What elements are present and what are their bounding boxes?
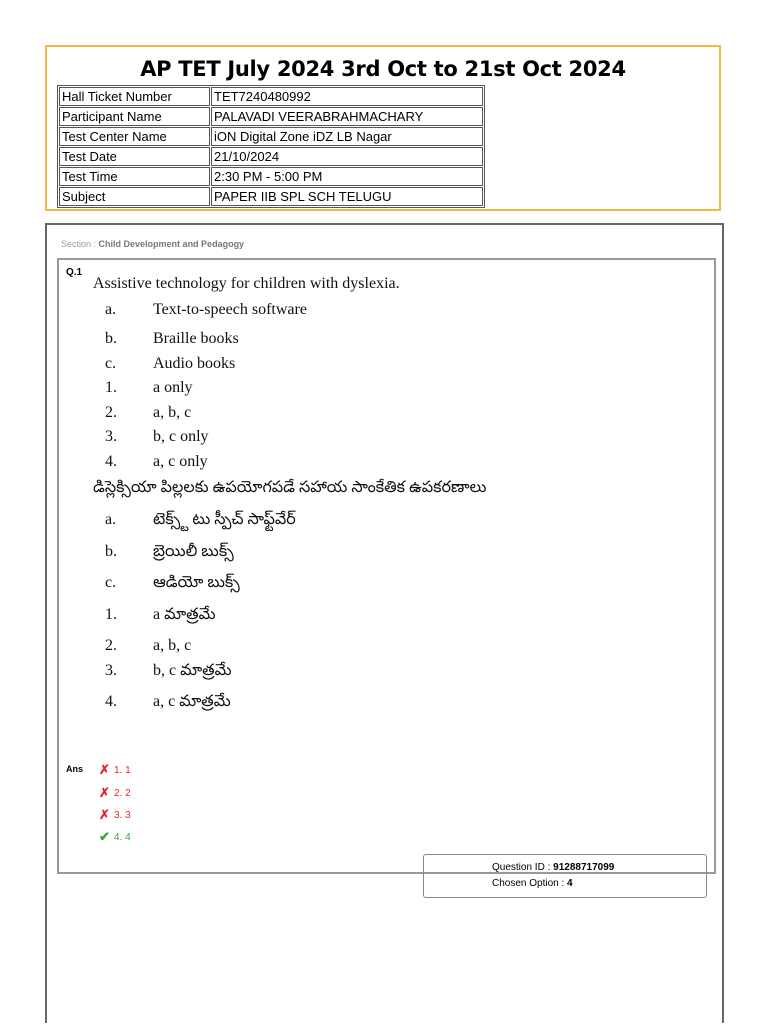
table-row — [59, 107, 483, 126]
item-key: 1. — [105, 379, 117, 396]
item-key: 4. — [105, 693, 117, 710]
answer-option — [99, 807, 131, 823]
info-label: Test Date — [59, 147, 210, 166]
question-meta-box — [423, 854, 707, 898]
item-key: c. — [105, 574, 117, 591]
list-item — [105, 301, 307, 319]
answer-option — [99, 785, 131, 801]
question-id-label: Question ID : — [492, 862, 551, 873]
question-id-line — [492, 862, 614, 873]
list-item — [105, 661, 232, 683]
item-text: a, c only — [153, 453, 208, 470]
answer-option-text: 2. 2 — [114, 788, 131, 799]
info-label: Subject — [59, 187, 210, 206]
chosen-option-label: Chosen Option : — [492, 878, 565, 889]
chosen-option-line — [492, 878, 573, 889]
list-item — [105, 692, 231, 714]
exam-title: AP TET July 2024 3rd Oct to 21st Oct 2024 — [140, 57, 626, 81]
item-key: 3. — [105, 662, 117, 679]
item-text: Audio books — [153, 355, 236, 372]
question-id-value: 91288717099 — [553, 862, 615, 873]
question-text-english: Assistive technology for children with dyslexia. — [93, 275, 400, 292]
cross-icon: ✗ — [99, 807, 110, 822]
item-key: b. — [105, 330, 117, 347]
item-text: a, b, c — [153, 404, 192, 421]
list-item — [105, 605, 216, 627]
list-item — [105, 573, 240, 595]
item-key: 3. — [105, 428, 117, 445]
list-item — [105, 404, 191, 422]
question-box — [57, 258, 716, 889]
item-key: 1. — [105, 606, 117, 623]
info-label: Participant Name — [59, 107, 210, 126]
item-text: Text-to-speech software — [153, 301, 307, 318]
item-text: ఆడియో బుక్స్ — [153, 574, 240, 591]
item-text: b, c only — [153, 428, 209, 445]
list-item — [105, 510, 296, 532]
info-value: PAPER IIB SPL SCH TELUGU — [211, 187, 483, 206]
info-value: PALAVADI VEERABRAHMACHARY — [211, 107, 483, 126]
item-text: b, c మాత్రమే — [153, 662, 232, 679]
answer-option-text: 1. 1 — [114, 765, 131, 776]
item-key: 4. — [105, 453, 117, 470]
chosen-option-value: 4 — [567, 878, 573, 889]
list-item — [105, 355, 235, 373]
cross-icon: ✗ — [99, 785, 110, 800]
checkmark-icon: ✔ — [99, 829, 110, 844]
info-value: iON Digital Zone iDZ LB Nagar — [211, 127, 483, 146]
table-row — [59, 147, 483, 166]
section-prefix: Section : — [61, 239, 97, 249]
candidate-info-table — [57, 85, 485, 208]
item-key: 2. — [105, 637, 117, 654]
info-label: Hall Ticket Number — [59, 87, 210, 106]
item-text: a, c మాత్రమే — [153, 693, 231, 710]
item-text: Braille books — [153, 330, 239, 347]
item-key: 2. — [105, 404, 117, 421]
table-row — [59, 187, 483, 206]
list-item — [105, 542, 234, 564]
answer-option — [99, 762, 131, 778]
table-row — [59, 87, 483, 106]
cross-icon: ✗ — [99, 762, 110, 777]
info-value: 21/10/2024 — [211, 147, 483, 166]
info-value: TET7240480992 — [211, 87, 483, 106]
item-key: b. — [105, 543, 117, 560]
list-item — [105, 453, 208, 471]
item-text: బ్రెయిలీ బుక్స్ — [153, 543, 234, 560]
item-text: టెక్స్ట్ టు స్పీచ్ సాఫ్ట్‌వేర్ — [153, 511, 296, 528]
question-panel — [45, 223, 724, 1023]
item-key: a. — [105, 301, 117, 318]
item-text: a only — [153, 379, 193, 396]
list-item — [105, 428, 209, 446]
answer-option-text: 3. 3 — [114, 810, 131, 821]
list-item — [105, 330, 239, 348]
exam-header-box — [45, 45, 721, 211]
section-name: Child Development and Pedagogy — [98, 239, 245, 249]
question-number: Q.1 — [66, 267, 83, 278]
section-label — [61, 239, 244, 249]
info-value: 2:30 PM - 5:00 PM — [211, 167, 483, 186]
item-key: c. — [105, 355, 117, 372]
item-text: a మాత్రమే — [153, 606, 216, 623]
table-row — [59, 127, 483, 146]
info-label: Test Center Name — [59, 127, 210, 146]
answer-label: Ans — [66, 764, 84, 774]
list-item — [105, 379, 193, 397]
table-row — [59, 167, 483, 186]
info-label: Test Time — [59, 167, 210, 186]
list-item — [105, 637, 191, 655]
answer-option-correct — [99, 829, 131, 845]
item-text: a, b, c — [153, 637, 192, 654]
item-key: a. — [105, 511, 117, 528]
answer-option-text: 4. 4 — [114, 832, 131, 843]
question-text-telugu: డిస్లెక్సియా పిల్లలకు ఉపయోగపడే సహాయ సాంకేతిక ఉపకరణాలు — [93, 479, 487, 496]
